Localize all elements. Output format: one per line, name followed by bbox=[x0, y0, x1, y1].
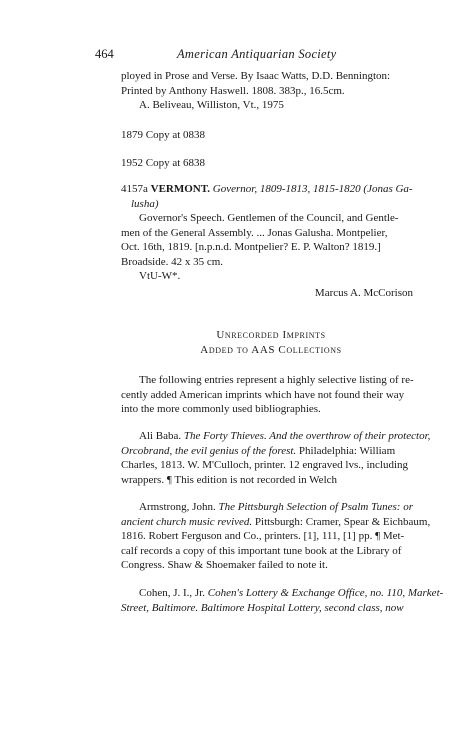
intro-line: The following entries represent a highly selective listing of re- bbox=[139, 374, 414, 386]
section-subtitle: Added to AAS Collections bbox=[200, 343, 342, 356]
intro-line: cently added American imprints which have not found their way bbox=[121, 388, 405, 401]
entry-vermont bbox=[121, 182, 421, 300]
section-intro bbox=[121, 373, 421, 417]
entry-imprint: Philadelphia: William bbox=[296, 444, 396, 457]
entry-armstrong bbox=[121, 500, 431, 573]
entry-line: Oct. 16th, 1819. [n.p.n.d. Montpelier? E. P. Walton? 1819.] bbox=[121, 241, 381, 253]
entry-title: The Pittsburgh Selection of Psalm Tunes: or bbox=[218, 501, 413, 513]
entry-heading: VERMONT. bbox=[150, 183, 211, 195]
copy-line: 1952 Copy at 6838 bbox=[121, 157, 206, 169]
entry-title: Street, Baltimore. Baltimore Hospital Lottery, second class, now bbox=[121, 601, 404, 614]
entry-line: wrappers. ¶ This edition is not recorded in Welch bbox=[121, 473, 338, 486]
entry-author: Cohen, J. I., Jr. bbox=[139, 587, 208, 599]
entry-line: Governor's Speech. Gentlemen of the Council, and Gentle- bbox=[139, 212, 399, 224]
entry-cohen bbox=[121, 586, 444, 615]
signature: Marcus A. McCorison bbox=[314, 286, 413, 299]
entry-ali-baba bbox=[121, 429, 431, 487]
intro-line: into the more commonly used bibliographies. bbox=[121, 403, 321, 415]
entry-watts bbox=[121, 69, 421, 113]
page-number: 464 bbox=[95, 47, 114, 61]
entry-number: 4157a bbox=[121, 183, 148, 195]
entry-line: calf records a copy of this important tune book at the Library of bbox=[121, 544, 402, 557]
entry-author: Ali Baba. bbox=[139, 430, 184, 442]
entry-line: 1816. Robert Ferguson and Co., printers. [1], 111, [1] pp. ¶ Met- bbox=[121, 530, 405, 542]
entry-imprint: Pittsburgh: Cramer, Spear & Eichbaum, bbox=[252, 515, 431, 528]
entry-line: VtU-W*. bbox=[139, 270, 181, 282]
copy-note-1952 bbox=[121, 156, 421, 171]
entry-title: Orcobrand, the evil genius of the forest. bbox=[121, 444, 297, 457]
entry-title: Cohen's Lottery & Exchange Office, no. 110, Market- bbox=[207, 587, 444, 599]
entry-line: A. Beliveau, Williston, Vt., 1975 bbox=[139, 99, 284, 111]
entry-subheading-cont: lusha) bbox=[131, 197, 159, 210]
copy-note-1879 bbox=[121, 128, 421, 143]
section-heading bbox=[121, 328, 421, 357]
entry-author: Armstrong, John. bbox=[139, 501, 219, 513]
running-head: American Antiquarian Society bbox=[177, 47, 337, 61]
entry-line: ployed in Prose and Verse. By Isaac Watts, D.D. Bennington: bbox=[121, 70, 391, 82]
section-title: Unrecorded Imprints bbox=[216, 329, 326, 341]
entry-line: Broadside. 42 x 35 cm. bbox=[121, 255, 224, 268]
entry-line: men of the General Assembly. ... Jonas Galusha. Montpelier, bbox=[121, 226, 388, 239]
copy-line: 1879 Copy at 0838 bbox=[121, 129, 206, 141]
entry-title: ancient church music revived. bbox=[121, 515, 253, 528]
entry-line: Printed by Anthony Haswell. 1808. 383p., 16.5cm. bbox=[121, 84, 345, 97]
entry-subheading: Governor, 1809-1813, 1815-1820 (Jonas Ga- bbox=[212, 183, 413, 195]
entry-title: The Forty Thieves. And the overthrow of their protector, bbox=[183, 430, 431, 442]
entry-line: Charles, 1813. W. M'Culloch, printer. 12 engraved lvs., including bbox=[121, 459, 409, 471]
entry-line: Congress. Shaw & Shoemaker failed to note it. bbox=[121, 559, 328, 571]
